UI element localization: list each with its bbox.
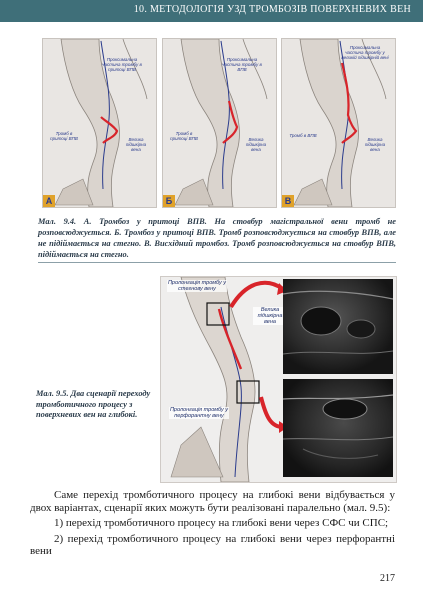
panel-letter: А bbox=[43, 195, 55, 207]
perforator-prolongation-label: Пролонгація тромбу у перфорантну вену bbox=[169, 407, 229, 419]
great-saphenous-label: Велика підшкірна вена bbox=[253, 307, 287, 325]
caption-divider bbox=[38, 262, 396, 263]
proximal-thrombus-label: Проксимальна частина тромбу в ВПВ bbox=[222, 57, 262, 72]
thrombus-label: Тромб в притоці ВПВ bbox=[170, 131, 198, 141]
figure-9-4-panel-a bbox=[42, 38, 157, 208]
panel-letter: Б bbox=[163, 195, 175, 207]
list-item: 1) перехід тромботичного процесу на глибокі вени через СФС чи СПС; bbox=[54, 517, 389, 530]
saphenofemoral-prolongation-label: Пролонгація тромбу у стегнову вену bbox=[167, 280, 227, 292]
great-saphenous-label: Велика підшкірна вена bbox=[245, 137, 267, 152]
chapter-title: 10. МЕТОДОЛОГІЯ УЗД ТРОМБОЗІВ ПОВЕРХНЕВИХ ВЕН bbox=[133, 4, 411, 15]
list-item: 2) перехід тромботичного процесу на глибокі вени через перфорантні вени bbox=[30, 532, 395, 558]
figure-9-4-panel-b bbox=[162, 38, 277, 208]
figure-9-5-caption: Мал. 9.5. Два сценарії переходу тромботичного процесу з поверхневих вен на глибокі. bbox=[36, 389, 151, 419]
proximal-thrombus-label: Проксимальна частина тромбу у великій підшкірній вені bbox=[341, 45, 389, 60]
ultrasound-scan bbox=[283, 279, 393, 374]
page-number: 217 bbox=[380, 573, 395, 584]
header-bar bbox=[0, 0, 423, 22]
proximal-thrombus-label: Проксимальна частина тромбу в притоці ВПВ bbox=[102, 57, 142, 72]
figure-9-4-caption: Мал. 9.4. А. Тромбоз у притоці ВПВ. На стовбур магістральної вени тромб не розповсюджується. Б. Тромбоз у притоці ВПВ. Тромб розповсюджується на стовбур ВПВ, але не підіймається на стегно. В. Висхідний тромбоз. Тромб розповсюджується на стовбур ВПВ, підіймається на стегно. bbox=[38, 217, 396, 259]
ultrasound-scan bbox=[283, 379, 393, 477]
figure-9-4-panel-c bbox=[281, 38, 396, 208]
panel-letter: В bbox=[282, 195, 294, 207]
body-paragraph: Саме перехід тромботичного процесу на глибокі вени відбувається у двох варіантах, сценарії яких можуть бути реалізовані паралельно (мал. 9.5): bbox=[30, 489, 395, 514]
leg-illustration bbox=[282, 39, 395, 207]
thrombus-label: Тромб в ВПВ bbox=[289, 133, 317, 138]
ultrasound-image-top bbox=[283, 279, 393, 374]
great-saphenous-label: Велика підшкірна вена bbox=[364, 137, 386, 152]
body-text bbox=[30, 489, 395, 558]
great-saphenous-label: Велика підшкірна вена bbox=[125, 137, 147, 152]
thrombus-label: Тромб в притоці ВПВ bbox=[50, 131, 78, 141]
ultrasound-image-bottom bbox=[283, 379, 393, 477]
